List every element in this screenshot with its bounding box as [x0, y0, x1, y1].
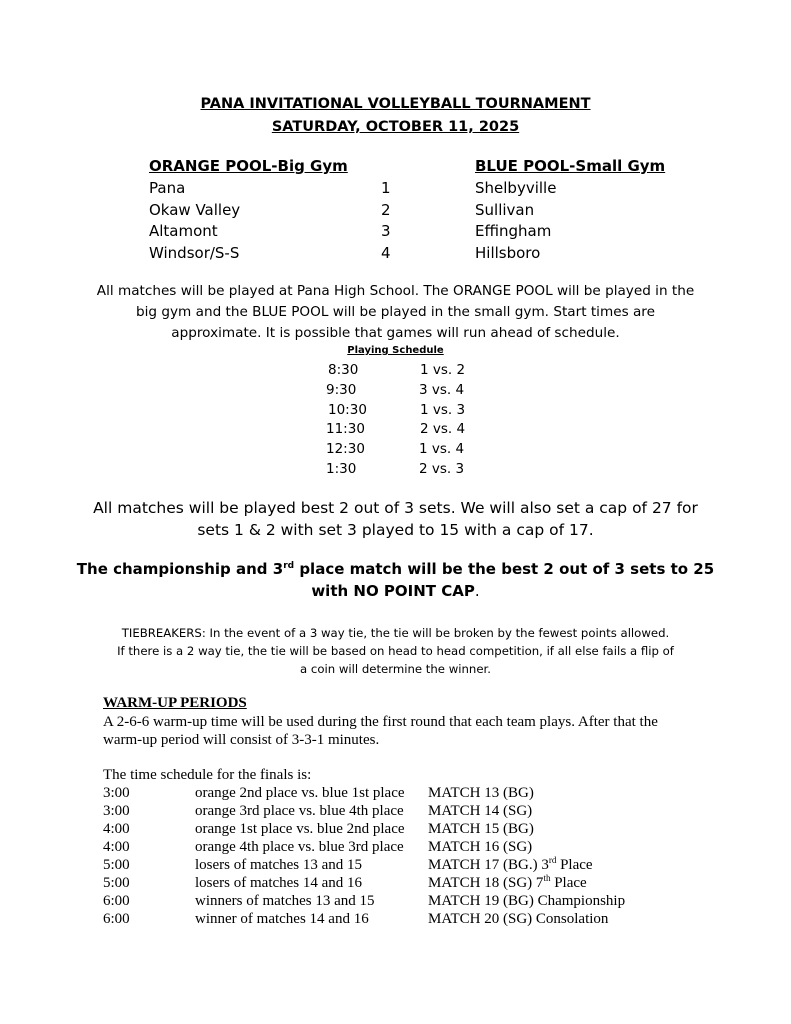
orange-team: Okaw Valley — [149, 201, 241, 219]
intro-line: approximate. It is possible that games will run ahead of schedule. — [171, 325, 620, 341]
finals-time: 6:00 — [103, 893, 130, 909]
seed-number: 1 — [381, 179, 391, 197]
playing-schedule-title: Playing Schedule — [347, 345, 444, 356]
finals-desc: losers of matches 14 and 16 — [195, 875, 363, 891]
blue-team: Shelbyville — [475, 179, 557, 197]
intro-line: All matches will be played at Pana High School. The ORANGE POOL will be played in the — [96, 283, 695, 299]
finals-time: 3:00 — [103, 803, 130, 819]
finals-desc: winner of matches 14 and 16 — [195, 911, 369, 927]
tiebreakers-note — [0, 624, 791, 678]
schedule-match: 1 vs. 2 — [420, 362, 466, 378]
warmup-paragraph — [103, 713, 763, 749]
warmup-line: A 2-6-6 warm-up time will be used during the first round that each team plays. After that the — [103, 714, 658, 730]
orange-team: Windsor/S-S — [149, 244, 240, 262]
finals-match: MATCH 18 (SG) 7th Place — [428, 873, 587, 891]
finals-time: 6:00 — [103, 911, 130, 927]
finals-match: MATCH 17 (BG.) 3rd Place — [428, 855, 593, 873]
blue-pool-heading: BLUE POOL-Small Gym — [475, 157, 666, 175]
finals-desc: orange 3rd place vs. blue 4th place — [195, 803, 404, 819]
finals-match: MATCH 15 (BG) — [428, 821, 534, 837]
schedule-time: 12:30 — [326, 441, 365, 457]
finals-desc: winners of matches 13 and 15 — [195, 893, 375, 909]
tiebreakers-line: a coin will determine the winner. — [300, 662, 491, 676]
finals-time: 5:00 — [103, 857, 130, 873]
schedule-match: 1 vs. 3 — [420, 402, 466, 418]
finals-time: 4:00 — [103, 839, 130, 855]
championship-line: The championship and 3rd place match will be the best 2 out of 3 sets to 25 — [76, 560, 715, 578]
document-date: SATURDAY, OCTOBER 11, 2025 — [271, 119, 520, 135]
finals-desc: orange 2nd place vs. blue 1st place — [195, 785, 405, 801]
finals-desc: orange 1st place vs. blue 2nd place — [195, 821, 405, 837]
championship-note — [0, 558, 791, 602]
schedule-time: 9:30 — [326, 382, 357, 398]
schedule-time: 10:30 — [328, 402, 367, 418]
sets-note-line: sets 1 & 2 with set 3 played to 15 with a cap of 17. — [197, 521, 594, 539]
orange-pool-heading: ORANGE POOL-Big Gym — [149, 157, 348, 175]
schedule-match: 3 vs. 4 — [419, 382, 465, 398]
orange-team: Pana — [149, 179, 186, 197]
finals-time: 5:00 — [103, 875, 130, 891]
schedule-match: 1 vs. 4 — [419, 441, 465, 457]
finals-desc: orange 4th place vs. blue 3rd place — [195, 839, 404, 855]
finals-match: MATCH 13 (BG) — [428, 785, 534, 801]
blue-team: Hillsboro — [475, 244, 541, 262]
schedule-time: 8:30 — [328, 362, 359, 378]
warmup-line: warm-up period will consist of 3-3-1 minutes. — [103, 732, 380, 748]
sets-note — [0, 497, 791, 541]
seed-number: 2 — [381, 201, 391, 219]
intro-line: big gym and the BLUE POOL will be played in the small gym. Start times are — [136, 304, 655, 320]
finals-time: 3:00 — [103, 785, 130, 801]
finals-match: MATCH 14 (SG) — [428, 803, 533, 819]
tiebreakers-line: If there is a 2 way tie, the tie will be based on head to head competition, if all else fails a flip of — [117, 644, 674, 658]
tiebreakers-line: TIEBREAKERS: In the event of a 3 way tie, the tie will be broken by the fewest points allowed. — [121, 626, 670, 640]
finals-intro: The time schedule for the finals is: — [103, 767, 312, 783]
warmup-heading: WARM-UP PERIODS — [103, 695, 247, 711]
intro-paragraph — [0, 281, 791, 344]
seed-number: 3 — [381, 222, 391, 240]
finals-desc: losers of matches 13 and 15 — [195, 857, 363, 873]
finals-match: MATCH 19 (BG) Championship — [428, 893, 626, 909]
finals-time: 4:00 — [103, 821, 130, 837]
orange-team: Altamont — [149, 222, 218, 240]
finals-match: MATCH 20 (SG) Consolation — [428, 911, 609, 927]
schedule-match: 2 vs. 3 — [419, 461, 465, 477]
championship-line: with NO POINT CAP. — [311, 582, 480, 600]
schedule-time: 1:30 — [326, 461, 357, 477]
finals-match: MATCH 16 (SG) — [428, 839, 533, 855]
blue-team: Sullivan — [475, 201, 535, 219]
sets-note-line: All matches will be played best 2 out of 3 sets. We will also set a cap of 27 for — [93, 499, 698, 517]
schedule-match: 2 vs. 4 — [420, 421, 466, 437]
seed-number: 4 — [381, 244, 391, 262]
schedule-time: 11:30 — [326, 421, 365, 437]
document-title: PANA INVITATIONAL VOLLEYBALL TOURNAMENT — [200, 96, 591, 112]
blue-team: Effingham — [475, 222, 552, 240]
